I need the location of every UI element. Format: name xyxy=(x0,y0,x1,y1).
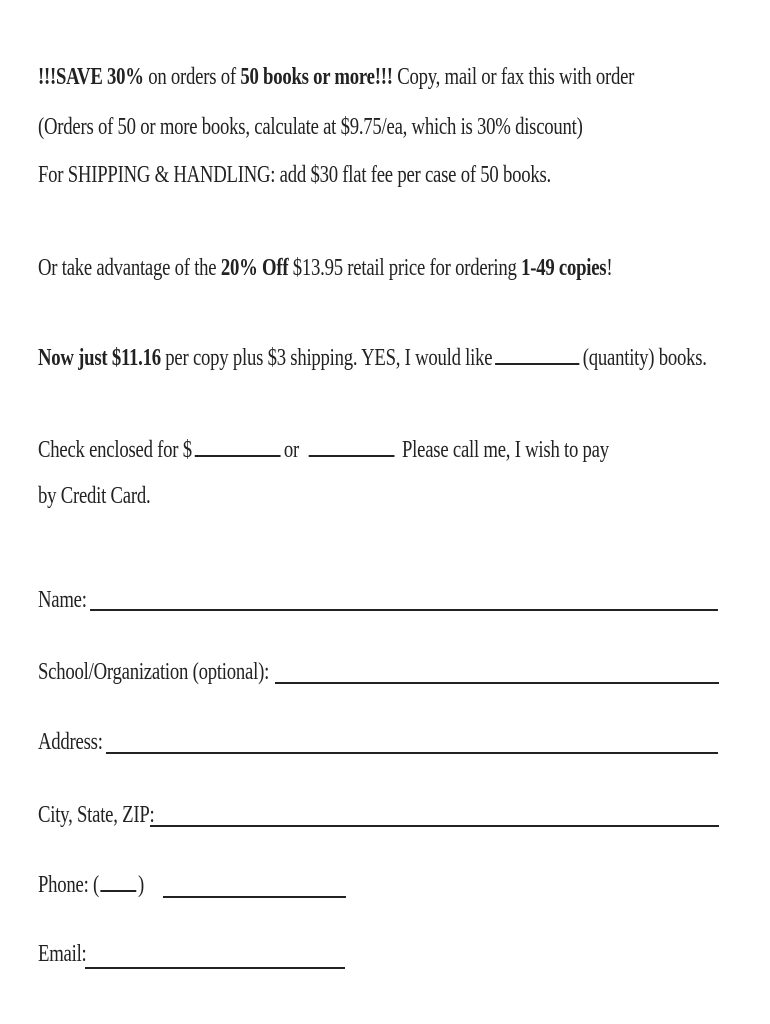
offer-line-2: (Orders of 50 or more books, calculate at $9.75/ea, which is 30% discount) xyxy=(38,114,583,140)
school-field[interactable] xyxy=(275,682,719,684)
phone-area-code-field[interactable] xyxy=(101,870,137,892)
save-headline: !!!SAVE 30% xyxy=(38,64,144,90)
name-field[interactable] xyxy=(90,609,718,611)
price-headline: Now just $11.16 xyxy=(38,345,161,371)
quantity-blank[interactable] xyxy=(495,343,579,365)
address-field[interactable] xyxy=(106,752,718,754)
call-me-label: Please call me, I wish to pay xyxy=(402,437,609,463)
offer-threshold: 50 books or more!!! xyxy=(240,64,393,90)
retail-text-a: Or take advantage of the xyxy=(38,255,221,281)
name-label: Name: xyxy=(38,587,87,613)
check-amount-blank[interactable] xyxy=(195,435,281,457)
address-label: Address: xyxy=(38,729,103,755)
retail-text-e: ! xyxy=(606,255,613,281)
retail-offer-line xyxy=(38,253,612,283)
offer-line-3: For SHIPPING & HANDLING: add $30 flat fee per case of 50 books. xyxy=(38,162,551,188)
phone-open-paren: Phone: ( xyxy=(38,872,100,898)
retail-discount: 20% Off xyxy=(220,255,289,281)
email-field[interactable] xyxy=(85,967,345,969)
price-line xyxy=(38,343,707,373)
offer-line-1 xyxy=(38,62,634,92)
school-label: School/Organization (optional): xyxy=(38,659,270,685)
offer-text: on orders of xyxy=(143,64,241,90)
phone-close-paren: ) xyxy=(138,872,145,898)
price-text: per copy plus $3 shipping. YES, I would like xyxy=(160,345,493,371)
phone-number-field[interactable] xyxy=(163,896,346,898)
city-state-zip-field[interactable] xyxy=(150,825,719,827)
quantity-label: (quantity) books. xyxy=(582,345,707,371)
payment-line-2: by Credit Card. xyxy=(38,483,151,509)
retail-text-c: $13.95 retail price for ordering xyxy=(288,255,522,281)
retail-range: 1-49 copies xyxy=(521,255,607,281)
email-label: Email: xyxy=(38,941,87,967)
credit-card-blank[interactable] xyxy=(308,435,394,457)
city-state-zip-label: City, State, ZIP: xyxy=(38,802,155,828)
payment-line-1 xyxy=(38,435,609,465)
phone-label xyxy=(38,870,144,900)
or-label: or xyxy=(283,437,300,463)
check-label: Check enclosed for $ xyxy=(38,437,192,463)
offer-instructions: Copy, mail or fax this with order xyxy=(392,64,635,90)
